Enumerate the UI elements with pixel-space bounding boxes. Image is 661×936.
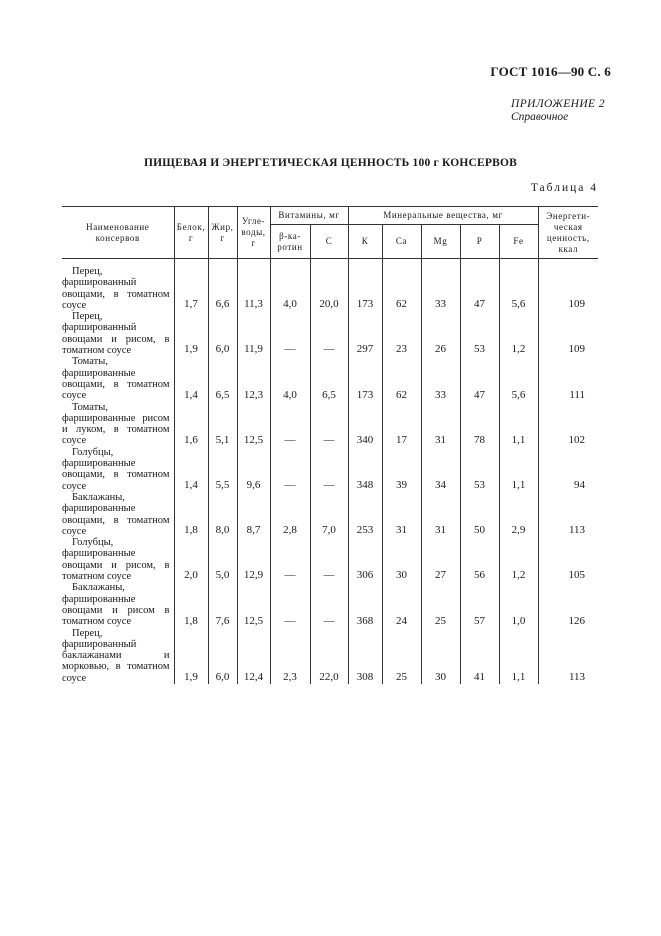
header-protein: Белок, г	[174, 207, 208, 259]
nutrition-table	[62, 206, 598, 684]
product-name: Голубцы, фаршированные овощами и рисом, в томатном соусе	[62, 537, 170, 583]
protein-cell: 1,9	[174, 628, 208, 684]
magnesium-cell: 33	[421, 259, 460, 312]
magnesium-cell: 25	[421, 582, 460, 627]
magnesium-cell: 31	[421, 402, 460, 447]
protein-cell: 1,8	[174, 582, 208, 627]
energy-cell: 109	[538, 259, 598, 312]
iron-cell: 5,6	[499, 259, 538, 312]
product-name-cell	[62, 447, 174, 492]
page-reference: ГОСТ 1016—90 С. 6	[490, 64, 611, 79]
phosphorus-cell: 47	[460, 356, 499, 401]
table-row	[62, 356, 598, 401]
potassium-cell: 340	[348, 402, 382, 447]
table-body	[62, 259, 598, 684]
iron-cell: 2,9	[499, 492, 538, 537]
fat-cell: 5,0	[208, 537, 237, 582]
phosphorus-cell: 53	[460, 447, 499, 492]
fat-cell: 6,6	[208, 259, 237, 312]
calcium-cell: 23	[382, 311, 421, 356]
document-title: ПИЩЕВАЯ И ЭНЕРГЕТИЧЕСКАЯ ЦЕННОСТЬ 100 г КОНСЕРВОВ	[143, 157, 518, 169]
header-name: Наименование консервов	[62, 207, 174, 259]
beta-carotene-cell: —	[270, 402, 310, 447]
potassium-cell: 173	[348, 259, 382, 312]
potassium-cell: 253	[348, 492, 382, 537]
carbs-cell: 12,5	[237, 582, 270, 627]
iron-cell: 1,1	[499, 628, 538, 684]
energy-cell: 113	[538, 628, 598, 684]
beta-carotene-cell: —	[270, 582, 310, 627]
calcium-cell: 62	[382, 356, 421, 401]
fat-cell: 6,0	[208, 628, 237, 684]
product-name-cell	[62, 311, 174, 356]
header-magnesium: Mg	[421, 225, 460, 259]
magnesium-cell: 30	[421, 628, 460, 684]
header-potassium: К	[348, 225, 382, 259]
vitamin-c-cell: 20,0	[310, 259, 348, 312]
beta-carotene-cell: 2,8	[270, 492, 310, 537]
product-name: Баклажаны, фаршированные овощами и рисом в томатном соусе	[62, 582, 170, 628]
calcium-cell: 62	[382, 259, 421, 312]
beta-carotene-cell: —	[270, 311, 310, 356]
potassium-cell: 297	[348, 311, 382, 356]
product-name-cell	[62, 356, 174, 401]
iron-cell: 1,2	[499, 537, 538, 582]
table-row	[62, 447, 598, 492]
product-name: Голубцы, фаршированные овощами, в томатном соусе	[62, 446, 170, 492]
table-label: Таблица 4	[530, 182, 598, 194]
energy-cell: 126	[538, 582, 598, 627]
beta-carotene-cell: —	[270, 537, 310, 582]
product-name-cell	[62, 582, 174, 627]
calcium-cell: 24	[382, 582, 421, 627]
fat-cell: 6,5	[208, 356, 237, 401]
product-name: Перец, фаршированный баклажанами и морковью, в томатном соусе	[62, 627, 170, 684]
header-energy: Энергети-ческая ценность, ккал	[538, 207, 598, 259]
header-fat: Жир, г	[208, 207, 237, 259]
table-row	[62, 492, 598, 537]
potassium-cell: 368	[348, 582, 382, 627]
protein-cell: 1,7	[174, 259, 208, 312]
appendix-note: Справочное	[511, 111, 569, 123]
calcium-cell: 17	[382, 402, 421, 447]
carbs-cell: 12,4	[237, 628, 270, 684]
protein-cell: 1,4	[174, 447, 208, 492]
beta-carotene-cell: 4,0	[270, 356, 310, 401]
magnesium-cell: 26	[421, 311, 460, 356]
carbs-cell: 11,9	[237, 311, 270, 356]
fat-cell: 7,6	[208, 582, 237, 627]
protein-cell: 1,6	[174, 402, 208, 447]
beta-carotene-cell: 2,3	[270, 628, 310, 684]
carbs-cell: 9,6	[237, 447, 270, 492]
protein-cell: 1,4	[174, 356, 208, 401]
product-name: Баклажаны, фаршированные овощами, в томатном соусе	[62, 491, 170, 537]
vitamin-c-cell: 22,0	[310, 628, 348, 684]
header-vitamin-c: С	[310, 225, 348, 259]
table-row	[62, 582, 598, 627]
carbs-cell: 12,5	[237, 402, 270, 447]
vitamin-c-cell: —	[310, 311, 348, 356]
vitamin-c-cell: —	[310, 582, 348, 627]
beta-carotene-cell: —	[270, 447, 310, 492]
table-row	[62, 628, 598, 684]
phosphorus-cell: 78	[460, 402, 499, 447]
calcium-cell: 30	[382, 537, 421, 582]
product-name-cell	[62, 537, 174, 582]
magnesium-cell: 33	[421, 356, 460, 401]
potassium-cell: 173	[348, 356, 382, 401]
phosphorus-cell: 50	[460, 492, 499, 537]
header-iron: Fe	[499, 225, 538, 259]
beta-carotene-cell: 4,0	[270, 259, 310, 312]
carbs-cell: 8,7	[237, 492, 270, 537]
phosphorus-cell: 53	[460, 311, 499, 356]
appendix-block	[511, 98, 631, 124]
product-name: Томаты, фаршированные рисом и луком, в томатном соусе	[62, 401, 170, 447]
potassium-cell: 308	[348, 628, 382, 684]
carbs-cell: 12,9	[237, 537, 270, 582]
calcium-cell: 31	[382, 492, 421, 537]
calcium-cell: 39	[382, 447, 421, 492]
iron-cell: 1,1	[499, 402, 538, 447]
table-row	[62, 402, 598, 447]
energy-cell: 105	[538, 537, 598, 582]
phosphorus-cell: 57	[460, 582, 499, 627]
energy-cell: 113	[538, 492, 598, 537]
vitamin-c-cell: —	[310, 537, 348, 582]
table-row	[62, 537, 598, 582]
product-name: Томаты, фаршированные овощами, в томатном соусе	[62, 356, 170, 402]
iron-cell: 1,1	[499, 447, 538, 492]
fat-cell: 5,5	[208, 447, 237, 492]
protein-cell: 1,8	[174, 492, 208, 537]
phosphorus-cell: 47	[460, 259, 499, 312]
iron-cell: 5,6	[499, 356, 538, 401]
vitamin-c-cell: 6,5	[310, 356, 348, 401]
fat-cell: 8,0	[208, 492, 237, 537]
iron-cell: 1,0	[499, 582, 538, 627]
potassium-cell: 348	[348, 447, 382, 492]
phosphorus-cell: 56	[460, 537, 499, 582]
header-vitamins: Витамины, мг	[270, 207, 348, 225]
protein-cell: 2,0	[174, 537, 208, 582]
header-beta-carotene: β-ка-ротин	[270, 225, 310, 259]
header-carbs: Угле-воды, г	[237, 207, 270, 259]
appendix-title: ПРИЛОЖЕНИЕ 2	[511, 98, 605, 110]
fat-cell: 6,0	[208, 311, 237, 356]
magnesium-cell: 34	[421, 447, 460, 492]
energy-cell: 111	[538, 356, 598, 401]
vitamin-c-cell: 7,0	[310, 492, 348, 537]
phosphorus-cell: 41	[460, 628, 499, 684]
header-minerals: Минеральные вещества, мг	[348, 207, 538, 225]
table-row	[62, 259, 598, 312]
magnesium-cell: 27	[421, 537, 460, 582]
energy-cell: 109	[538, 311, 598, 356]
protein-cell: 1,9	[174, 311, 208, 356]
header-phosphorus: Р	[460, 225, 499, 259]
iron-cell: 1,2	[499, 311, 538, 356]
header-calcium: Са	[382, 225, 421, 259]
table-row	[62, 311, 598, 356]
vitamin-c-cell: —	[310, 402, 348, 447]
energy-cell: 94	[538, 447, 598, 492]
fat-cell: 5,1	[208, 402, 237, 447]
product-name: Перец, фаршированный овощами, в томатном соусе	[62, 266, 170, 311]
product-name: Перец, фаршированный овощами и рисом, в томатном соусе	[62, 311, 170, 357]
product-name-cell	[62, 259, 174, 312]
calcium-cell: 25	[382, 628, 421, 684]
magnesium-cell: 31	[421, 492, 460, 537]
carbs-cell: 11,3	[237, 259, 270, 312]
product-name-cell	[62, 492, 174, 537]
potassium-cell: 306	[348, 537, 382, 582]
energy-cell: 102	[538, 402, 598, 447]
product-name-cell	[62, 402, 174, 447]
vitamin-c-cell: —	[310, 447, 348, 492]
carbs-cell: 12,3	[237, 356, 270, 401]
product-name-cell	[62, 628, 174, 684]
